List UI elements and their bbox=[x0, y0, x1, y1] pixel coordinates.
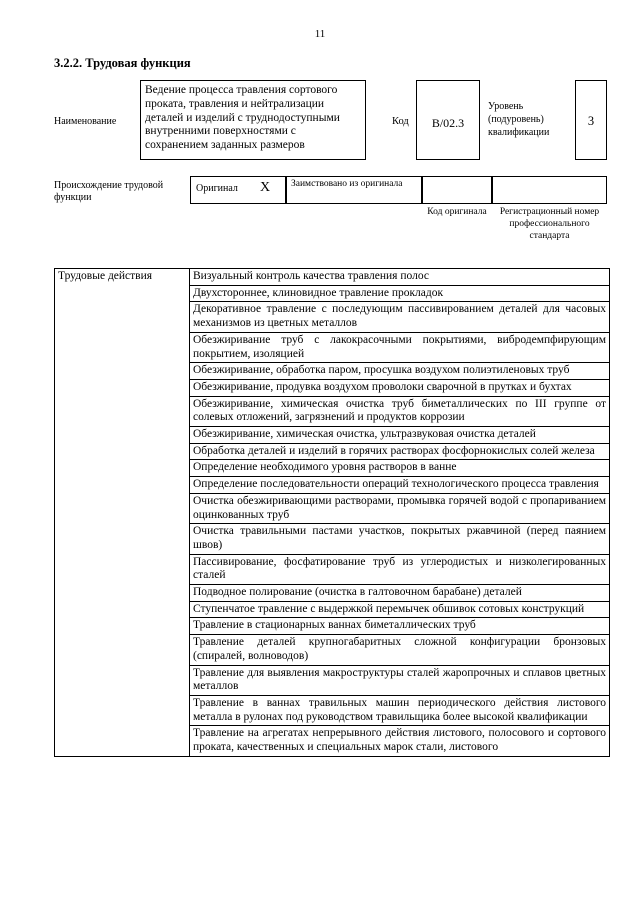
function-name-value: Ведение процесса травления сортового проката, травления и нейтрализации деталей и изделий с труднодоступными внутренними поверхностями с сохранением заданных размеров bbox=[140, 80, 366, 160]
labor-actions-body bbox=[55, 269, 610, 757]
labor-actions-table bbox=[54, 268, 610, 757]
labor-action-item: Подводное полирование (очистка в галтовочном барабане) деталей bbox=[190, 585, 610, 602]
code-label: Код bbox=[392, 116, 409, 127]
code-original-label: Код оригинала bbox=[427, 207, 487, 217]
labor-action-item: Визуальный контроль качества травления полос bbox=[190, 269, 610, 286]
labor-action-item: Очистка травильными пастами участков, покрытых ржавчиной (перед паянием швов) bbox=[190, 524, 610, 554]
labor-action-item: Ступенчатое травление с выдержкой перемычек обшивок сотовых конструкций bbox=[190, 601, 610, 618]
labor-action-item: Двухстороннее, клиновидное травление прокладок bbox=[190, 285, 610, 302]
labor-action-item: Обезжиривание, обработка паром, просушка воздухом полиэтиленовых труб bbox=[190, 363, 610, 380]
labor-action-item: Травление для выявления макроструктуры сталей жаропрочных и сплавов цветных металлов bbox=[190, 665, 610, 695]
labor-action-item: Очистка обезжиривающими растворами, промывка горячей водой с пропариванием оцинкованных труб bbox=[190, 493, 610, 523]
labor-action-item: Обезжиривание труб с лакокрасочными покрытиями, вибродемпфирующим покрытием, изоляцией bbox=[190, 332, 610, 362]
labor-action-item: Пассивирование, фосфатирование труб из углеродистых и низколегированных сталей bbox=[190, 554, 610, 584]
labor-action-item: Травление в ваннах травильных машин периодического действия листового металла в рулонах под руководством травильщика более высокой квалификации bbox=[190, 695, 610, 725]
labor-action-row bbox=[55, 269, 610, 286]
labor-action-item: Определение необходимого уровня растворов в ванне bbox=[190, 460, 610, 477]
original-label: Оригинал bbox=[196, 183, 238, 194]
labor-action-item: Травление на агрегатах непрерывного действия листового, полосового и сортового проката, качественных и специальных марок стали, листового bbox=[190, 726, 610, 756]
labor-action-item: Обработка деталей и изделий в горячих растворах фосфорнокислых солей железа bbox=[190, 443, 610, 460]
labor-action-item: Обезжиривание, химическая очистка, ультразвуковая очистка деталей bbox=[190, 427, 610, 444]
labor-action-item: Травление в стационарных ваннах биметаллических труб bbox=[190, 618, 610, 635]
labor-action-item: Травление деталей крупногабаритных сложной конфигурации бронзовых (спиралей, волноводов) bbox=[190, 635, 610, 665]
qualification-level-label: Уровень (подуровень) квалификации bbox=[488, 101, 550, 138]
function-code-value: В/02.3 bbox=[416, 80, 480, 160]
labor-action-item: Декоративное травление с последующим пассивированием деталей для часовых механизмов из цветных металлов bbox=[190, 302, 610, 332]
registration-number-label: Регистрационный номер профессионального стандарта bbox=[499, 207, 600, 241]
original-mark: X bbox=[260, 180, 271, 195]
name-label: Наименование bbox=[54, 116, 117, 127]
section-title: 3.2.2. Трудовая функция bbox=[54, 56, 191, 70]
borrowed-label: Заимствовано из оригинала bbox=[286, 176, 422, 204]
labor-actions-header: Трудовые действия bbox=[55, 269, 190, 757]
labor-action-item: Обезжиривание, химическая очистка труб биметаллических по III группе от солевых отложений, загрязнений и продуктов коррозии bbox=[190, 396, 610, 426]
origin-label: Происхождение трудовой функции bbox=[54, 180, 164, 203]
labor-action-item: Обезжиривание, продувка воздухом проволоки сварочной в прутках и бухтах bbox=[190, 379, 610, 396]
qualification-level-value: 3 bbox=[575, 80, 607, 160]
labor-action-item: Определение последовательности операций технологического процесса травления bbox=[190, 477, 610, 494]
page-number: 11 bbox=[314, 28, 326, 40]
